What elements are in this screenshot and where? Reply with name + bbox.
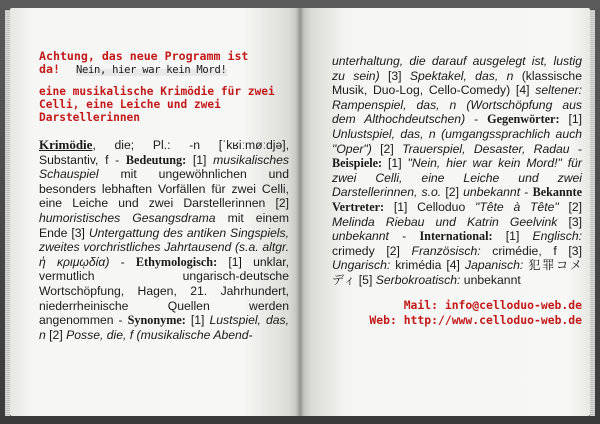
label-beispiele: Beispiele: <box>332 156 383 171</box>
headline-stamp: Nein, hier war kein Mord! <box>75 64 227 76</box>
label-bedeutung: Bedeutung: <box>125 152 187 167</box>
headline-red: Achtung, das neue Programm ist da! <box>39 49 249 76</box>
label-bekannte-vertreter: Bekannte Vertreter: <box>332 185 582 214</box>
label-gegenwoerter: Gegenwörter: <box>487 112 560 127</box>
book-spine <box>296 8 304 416</box>
mail-link[interactable]: Mail: info@celloduo-web.de <box>403 297 582 312</box>
dictionary-entry-continued: unterhaltung, die darauf ausgelegt ist, lustig zu sein) [3] Spektakel, das, n (klassische Musik, Duo-Log, Cello-Comedy) [4] seltener: Rampenspiel, das, n (Wortschöpfung aus dem Althochdeutschen) - Gegenwörter: [1] Unlustspiel, das, n (umgangssprachlich auch "Oper") [2] Trauerspiel, Desaster, Radau - Beispiele: [1] "Nein, hier war kein Mord!" für zwei Celli, eine Leiche und zwei Darstellerinnen, s.o. [2] unbekannt - Bekannte Vertreter: [1] Celloduo "Tête à Tête" [2] Melinda Riebau und Katrin Geelvink [3] unbekannt - International: [1] Englisch: crimedy [2] Französisch: crimédie, f [3] Ungarisch: krimédia [4] Japanisch: 犯罪コメディ [5] Serbokroatisch: unbekannt <box>332 54 583 287</box>
subheadline: eine musikalische Krimödie für zwei Celli, eine Leiche und zwei Darstellerinnen <box>39 85 275 124</box>
left-page <box>10 8 300 416</box>
label-ethymologisch: Ethymologisch: <box>135 254 218 269</box>
page-edges-right <box>590 10 595 416</box>
label-synonyme: Synonyme: <box>127 313 186 328</box>
lemma: Krimödie <box>39 137 93 152</box>
left-page-content <box>39 50 289 342</box>
label-international: International: <box>419 229 493 244</box>
web-link[interactable]: Web: http://www.celloduo-web.de <box>369 312 582 327</box>
right-page <box>300 8 590 416</box>
contact-block <box>332 298 582 328</box>
right-page-content <box>332 54 582 328</box>
headline <box>39 50 289 77</box>
dictionary-entry: Krimödie, die; Pl.: -n [ˈkʁiːmøːdjə], Substantiv, f - Bedeutung: [1] musikalisches Schauspiel mit ungewöhnlichen und besonders lebhaften Vorfällen für zwei Celli, eine Leiche und zwei Darstellerinnen [2] humoristisches Gesangsdrama mit einem Ende [3] Untergattung des antiken Singspiels, zweites vorchristliches Jahrtausend (s.a. altgr. ἡ κριμῳδία) - Ethymologisch: [1] unklar, vermutlich ungarisch-deutsche Wortschöpfung, Hagen, 21. Jahrhundert, niederrheinische Quellen werden angenommen - Synonyme: [1] Lustspiel, das, n [2] Posse, die, f (musikalische Abend- <box>39 137 289 342</box>
